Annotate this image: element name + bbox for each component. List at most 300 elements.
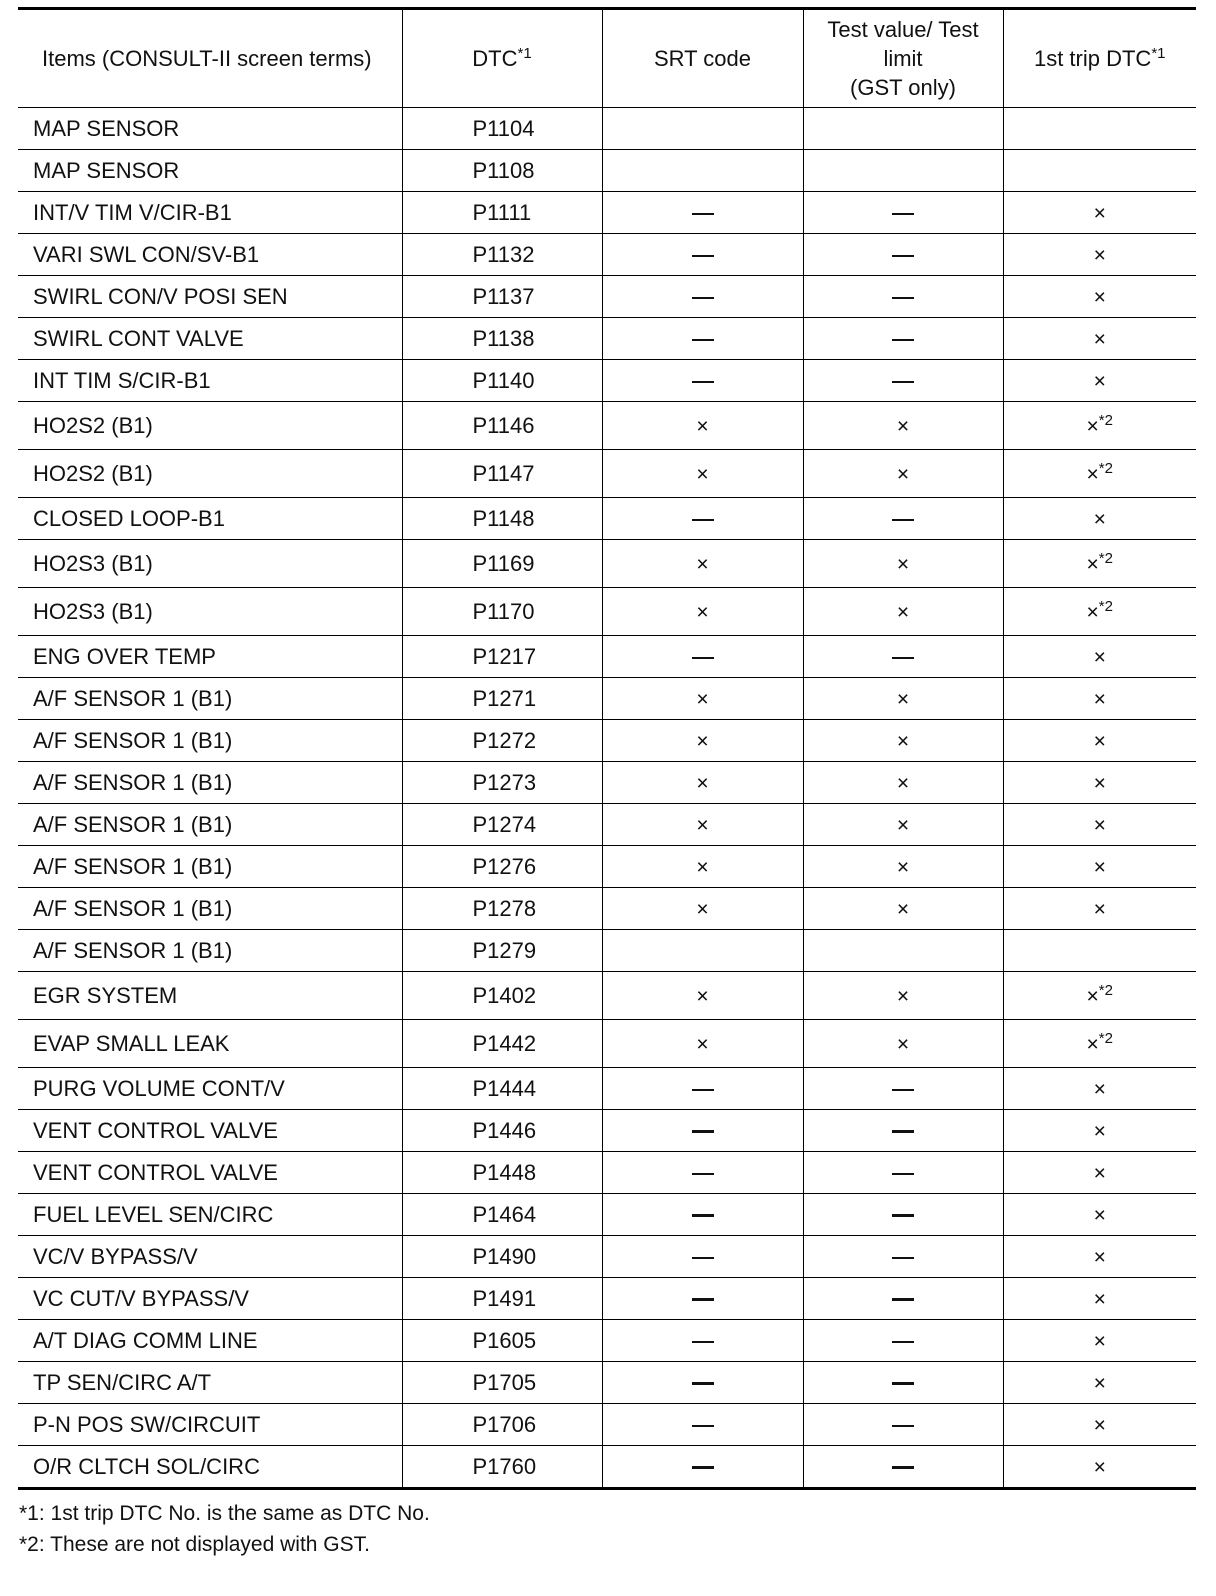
dash-mark xyxy=(692,339,714,341)
dtc-cell: P1274 xyxy=(402,804,602,846)
cross-mark: × xyxy=(1093,771,1106,795)
cross-mark: × xyxy=(1093,1203,1106,1227)
first-trip-cell xyxy=(1003,1152,1196,1194)
dtc-cell: P1706 xyxy=(402,1404,602,1446)
table-row xyxy=(18,888,1196,930)
dtc-cell: P1760 xyxy=(402,1446,602,1489)
first-trip-cell xyxy=(1003,108,1196,150)
srt-cell xyxy=(602,540,803,588)
first-trip-cell xyxy=(1003,1446,1196,1489)
header-dtc xyxy=(402,9,602,108)
srt-cell xyxy=(602,318,803,360)
item-cell: FUEL LEVEL SEN/CIRC xyxy=(18,1194,402,1236)
cross-mark: × xyxy=(1093,1371,1106,1395)
cross-mark: × xyxy=(696,813,709,837)
item-cell: P-N POS SW/CIRCUIT xyxy=(18,1404,402,1446)
table-row xyxy=(18,1110,1196,1152)
cross-mark: × xyxy=(1093,687,1106,711)
dtc-cell: P1279 xyxy=(402,930,602,972)
cross-mark: × xyxy=(696,1032,709,1056)
table-row xyxy=(18,318,1196,360)
dash-mark xyxy=(692,297,714,299)
test-value-cell xyxy=(803,888,1003,930)
test-value-cell xyxy=(803,1362,1003,1404)
first-trip-cell xyxy=(1003,234,1196,276)
dash-mark xyxy=(692,1214,714,1217)
header-items xyxy=(18,9,402,108)
dash-mark xyxy=(892,1257,914,1259)
srt-cell xyxy=(602,930,803,972)
first-trip-cell xyxy=(1003,1362,1196,1404)
item-cell: INT TIM S/CIR-B1 xyxy=(18,360,402,402)
srt-cell xyxy=(602,150,803,192)
header-dtc-label: DTC xyxy=(472,46,518,71)
dash-mark xyxy=(692,213,714,215)
dash-mark xyxy=(892,213,914,215)
srt-cell xyxy=(602,804,803,846)
table-row xyxy=(18,276,1196,318)
table-body xyxy=(18,108,1196,1489)
srt-cell xyxy=(602,402,803,450)
cross-mark: × xyxy=(896,813,910,837)
cross-mark: × xyxy=(1093,1161,1106,1185)
cross-mark: × xyxy=(896,414,910,438)
table-row xyxy=(18,930,1196,972)
srt-cell xyxy=(602,1110,803,1152)
first-trip-cell xyxy=(1003,1404,1196,1446)
cross-mark: × xyxy=(1093,1077,1106,1101)
header-items-label: Items (CONSULT-II screen terms) xyxy=(42,46,372,71)
item-cell: PURG VOLUME CONT/V xyxy=(18,1068,402,1110)
cross-mark: × xyxy=(1086,1032,1099,1056)
item-cell: SWIRL CONT VALVE xyxy=(18,318,402,360)
cross-mark: × xyxy=(696,462,709,486)
first-trip-cell xyxy=(1003,450,1196,498)
dash-mark xyxy=(892,1173,914,1175)
cross-mark: × xyxy=(896,984,910,1008)
srt-cell xyxy=(602,972,803,1020)
srt-cell xyxy=(602,1194,803,1236)
test-value-cell xyxy=(803,1404,1003,1446)
table-row xyxy=(18,1152,1196,1194)
cross-mark: × xyxy=(896,687,910,711)
dtc-cell: P1444 xyxy=(402,1068,602,1110)
cross-mark: × xyxy=(1093,1329,1106,1353)
dtc-cell: P1147 xyxy=(402,450,602,498)
item-cell: INT/V TIM V/CIR-B1 xyxy=(18,192,402,234)
first-trip-cell xyxy=(1003,192,1196,234)
dash-mark xyxy=(892,1130,914,1133)
footnote-2: *2: These are not displayed with GST. xyxy=(19,1533,370,1556)
dtc-cell: P1402 xyxy=(402,972,602,1020)
item-cell: HO2S2 (B1) xyxy=(18,450,402,498)
cross-mark: × xyxy=(896,855,910,879)
table-row xyxy=(18,636,1196,678)
table-row xyxy=(18,540,1196,588)
test-value-cell xyxy=(803,636,1003,678)
dash-mark xyxy=(692,1173,714,1175)
first-trip-cell xyxy=(1003,1320,1196,1362)
table-row xyxy=(18,1320,1196,1362)
table-row xyxy=(18,678,1196,720)
item-cell: A/F SENSOR 1 (B1) xyxy=(18,762,402,804)
item-cell: A/F SENSOR 1 (B1) xyxy=(18,888,402,930)
test-value-cell xyxy=(803,846,1003,888)
dash-mark xyxy=(892,339,914,341)
cross-mark: × xyxy=(1093,813,1106,837)
cross-mark: × xyxy=(1093,1287,1106,1311)
header-first-trip xyxy=(1003,9,1196,108)
footnote-ref-2: *2 xyxy=(1098,549,1113,567)
srt-cell xyxy=(602,192,803,234)
test-value-cell xyxy=(803,108,1003,150)
test-value-cell xyxy=(803,276,1003,318)
table-row xyxy=(18,1020,1196,1068)
cross-mark: × xyxy=(1086,552,1099,576)
test-value-cell xyxy=(803,1020,1003,1068)
item-cell: VENT CONTROL VALVE xyxy=(18,1110,402,1152)
dash-mark xyxy=(692,519,714,521)
dtc-cell: P1132 xyxy=(402,234,602,276)
test-value-cell xyxy=(803,678,1003,720)
first-trip-cell xyxy=(1003,804,1196,846)
dash-mark xyxy=(692,1466,714,1469)
item-cell: VC/V BYPASS/V xyxy=(18,1236,402,1278)
item-cell: VARI SWL CON/SV-B1 xyxy=(18,234,402,276)
table-row xyxy=(18,402,1196,450)
dash-mark xyxy=(692,1089,714,1091)
first-trip-cell xyxy=(1003,588,1196,636)
first-trip-cell xyxy=(1003,1236,1196,1278)
first-trip-cell xyxy=(1003,402,1196,450)
cross-mark: × xyxy=(696,984,709,1008)
cross-mark: × xyxy=(696,729,709,753)
table-row xyxy=(18,108,1196,150)
cross-mark: × xyxy=(696,855,709,879)
item-cell: CLOSED LOOP-B1 xyxy=(18,498,402,540)
srt-cell xyxy=(602,234,803,276)
header-first-trip-label: 1st trip DTC xyxy=(1033,46,1152,71)
dash-mark xyxy=(692,1341,714,1343)
dtc-cell: P1148 xyxy=(402,498,602,540)
cross-mark: × xyxy=(696,771,709,795)
first-trip-cell xyxy=(1003,150,1196,192)
table-row xyxy=(18,450,1196,498)
test-value-cell xyxy=(803,402,1003,450)
item-cell: EVAP SMALL LEAK xyxy=(18,1020,402,1068)
test-value-cell xyxy=(803,804,1003,846)
cross-mark: × xyxy=(1093,645,1106,669)
header-test-value xyxy=(803,9,1003,108)
table-row xyxy=(18,972,1196,1020)
cross-mark: × xyxy=(696,600,709,624)
cross-mark: × xyxy=(1093,855,1106,879)
table-row xyxy=(18,1236,1196,1278)
srt-cell xyxy=(602,1020,803,1068)
item-cell: HO2S2 (B1) xyxy=(18,402,402,450)
table-row xyxy=(18,498,1196,540)
table-row xyxy=(18,804,1196,846)
table-row xyxy=(18,1068,1196,1110)
item-cell: SWIRL CON/V POSI SEN xyxy=(18,276,402,318)
item-cell: EGR SYSTEM xyxy=(18,972,402,1020)
item-cell: A/F SENSOR 1 (B1) xyxy=(18,846,402,888)
footnote-ref-1: *1 xyxy=(1151,45,1166,62)
cross-mark: × xyxy=(1093,1245,1106,1269)
footnote-ref-2: *2 xyxy=(1098,1029,1113,1047)
dtc-cell: P1104 xyxy=(402,108,602,150)
dash-mark xyxy=(892,1298,914,1301)
item-cell: VC CUT/V BYPASS/V xyxy=(18,1278,402,1320)
test-value-cell xyxy=(803,360,1003,402)
cross-mark: × xyxy=(1093,729,1106,753)
footnotes xyxy=(19,1498,430,1560)
srt-cell xyxy=(602,636,803,678)
srt-cell xyxy=(602,498,803,540)
test-value-cell xyxy=(803,1278,1003,1320)
cross-mark: × xyxy=(696,552,709,576)
test-value-cell xyxy=(803,318,1003,360)
item-cell: A/F SENSOR 1 (B1) xyxy=(18,930,402,972)
first-trip-cell xyxy=(1003,498,1196,540)
srt-cell xyxy=(602,450,803,498)
header-srt-label: SRT code xyxy=(653,46,752,71)
dash-mark xyxy=(692,1382,714,1385)
srt-cell xyxy=(602,762,803,804)
dash-mark xyxy=(692,1298,714,1301)
table-row xyxy=(18,846,1196,888)
item-cell: HO2S3 (B1) xyxy=(18,588,402,636)
first-trip-cell xyxy=(1003,762,1196,804)
table-row xyxy=(18,1362,1196,1404)
table-row xyxy=(18,1404,1196,1446)
table-row xyxy=(18,150,1196,192)
cross-mark: × xyxy=(896,600,910,624)
table-row xyxy=(18,720,1196,762)
first-trip-cell xyxy=(1003,636,1196,678)
header-test-line2: limit xyxy=(883,46,923,71)
table-row xyxy=(18,762,1196,804)
dtc-cell: P1276 xyxy=(402,846,602,888)
srt-cell xyxy=(602,276,803,318)
cross-mark: × xyxy=(1093,327,1106,351)
table-row xyxy=(18,234,1196,276)
cross-mark: × xyxy=(1093,507,1106,531)
item-cell: A/F SENSOR 1 (B1) xyxy=(18,678,402,720)
cross-mark: × xyxy=(1093,285,1106,309)
test-value-cell xyxy=(803,1194,1003,1236)
srt-cell xyxy=(602,1320,803,1362)
cross-mark: × xyxy=(1086,462,1099,486)
dtc-cell: P1605 xyxy=(402,1320,602,1362)
cross-mark: × xyxy=(1093,243,1106,267)
srt-cell xyxy=(602,888,803,930)
dash-mark xyxy=(892,255,914,257)
cross-mark: × xyxy=(896,552,910,576)
test-value-cell xyxy=(803,192,1003,234)
dtc-cell: P1137 xyxy=(402,276,602,318)
dtc-cell: P1464 xyxy=(402,1194,602,1236)
srt-cell xyxy=(602,1446,803,1489)
cross-mark: × xyxy=(1093,1455,1106,1479)
first-trip-cell xyxy=(1003,888,1196,930)
dtc-cell: P1271 xyxy=(402,678,602,720)
dtc-cell: P1138 xyxy=(402,318,602,360)
first-trip-cell xyxy=(1003,678,1196,720)
test-value-cell xyxy=(803,762,1003,804)
first-trip-cell xyxy=(1003,930,1196,972)
item-cell: MAP SENSOR xyxy=(18,150,402,192)
dash-mark xyxy=(892,1425,914,1427)
dtc-cell: P1448 xyxy=(402,1152,602,1194)
dash-mark xyxy=(892,1214,914,1217)
first-trip-cell xyxy=(1003,1278,1196,1320)
cross-mark: × xyxy=(1093,1413,1106,1437)
cross-mark: × xyxy=(896,1032,910,1056)
item-cell: A/F SENSOR 1 (B1) xyxy=(18,720,402,762)
cross-mark: × xyxy=(896,462,910,486)
dash-mark xyxy=(692,255,714,257)
first-trip-cell xyxy=(1003,972,1196,1020)
srt-cell xyxy=(602,588,803,636)
dtc-cell: P1273 xyxy=(402,762,602,804)
first-trip-cell xyxy=(1003,846,1196,888)
srt-cell xyxy=(602,108,803,150)
dash-mark xyxy=(892,381,914,383)
dtc-cell: P1442 xyxy=(402,1020,602,1068)
srt-cell xyxy=(602,1236,803,1278)
srt-cell xyxy=(602,360,803,402)
test-value-cell xyxy=(803,930,1003,972)
item-cell: HO2S3 (B1) xyxy=(18,540,402,588)
first-trip-cell xyxy=(1003,318,1196,360)
first-trip-cell xyxy=(1003,720,1196,762)
table-row xyxy=(18,1194,1196,1236)
first-trip-cell xyxy=(1003,360,1196,402)
test-value-cell xyxy=(803,540,1003,588)
srt-cell xyxy=(602,720,803,762)
test-value-cell xyxy=(803,972,1003,1020)
dash-mark xyxy=(692,1425,714,1427)
cross-mark: × xyxy=(696,414,709,438)
item-cell: VENT CONTROL VALVE xyxy=(18,1152,402,1194)
first-trip-cell xyxy=(1003,1068,1196,1110)
dash-mark xyxy=(892,297,914,299)
dtc-cell: P1108 xyxy=(402,150,602,192)
dtc-cell: P1705 xyxy=(402,1362,602,1404)
dash-mark xyxy=(892,1466,914,1469)
table-row xyxy=(18,360,1196,402)
footnote-ref-2: *2 xyxy=(1098,597,1113,615)
cross-mark: × xyxy=(896,729,910,753)
test-value-cell xyxy=(803,234,1003,276)
dash-mark xyxy=(692,1257,714,1259)
dtc-cell: P1170 xyxy=(402,588,602,636)
cross-mark: × xyxy=(1093,369,1106,393)
srt-cell xyxy=(602,678,803,720)
dtc-table xyxy=(18,7,1196,1490)
srt-cell xyxy=(602,1278,803,1320)
table-row xyxy=(18,588,1196,636)
test-value-cell xyxy=(803,588,1003,636)
dtc-cell: P1146 xyxy=(402,402,602,450)
cross-mark: × xyxy=(896,897,910,921)
footnote-ref-1: *1 xyxy=(517,45,532,62)
dash-mark xyxy=(692,1130,714,1133)
item-cell: A/F SENSOR 1 (B1) xyxy=(18,804,402,846)
header-srt xyxy=(602,9,803,108)
cross-mark: × xyxy=(1086,600,1099,624)
table-row xyxy=(18,1446,1196,1489)
srt-cell xyxy=(602,846,803,888)
dtc-cell: P1278 xyxy=(402,888,602,930)
first-trip-cell xyxy=(1003,1110,1196,1152)
dtc-cell: P1446 xyxy=(402,1110,602,1152)
test-value-cell xyxy=(803,498,1003,540)
dtc-cell: P1491 xyxy=(402,1278,602,1320)
first-trip-cell xyxy=(1003,1194,1196,1236)
cross-mark: × xyxy=(696,897,709,921)
header-test-line3: (GST only) xyxy=(850,75,956,100)
header-test-line1: Test value/ Test xyxy=(827,17,979,42)
dtc-cell: P1111 xyxy=(402,192,602,234)
item-cell: MAP SENSOR xyxy=(18,108,402,150)
header-row xyxy=(18,9,1196,108)
first-trip-cell xyxy=(1003,276,1196,318)
dash-mark xyxy=(692,381,714,383)
first-trip-cell xyxy=(1003,1020,1196,1068)
table-row xyxy=(18,192,1196,234)
dtc-cell: P1169 xyxy=(402,540,602,588)
footnote-1: *1: 1st trip DTC No. is the same as DTC No. xyxy=(19,1502,430,1525)
test-value-cell xyxy=(803,1446,1003,1489)
cross-mark: × xyxy=(896,771,910,795)
table-row xyxy=(18,1278,1196,1320)
srt-cell xyxy=(602,1404,803,1446)
item-cell: ENG OVER TEMP xyxy=(18,636,402,678)
dash-mark xyxy=(892,1341,914,1343)
test-value-cell xyxy=(803,1236,1003,1278)
dash-mark xyxy=(892,657,914,659)
dash-mark xyxy=(692,657,714,659)
test-value-cell xyxy=(803,1152,1003,1194)
dtc-cell: P1272 xyxy=(402,720,602,762)
footnote-ref-2: *2 xyxy=(1098,459,1113,477)
srt-cell xyxy=(602,1362,803,1404)
cross-mark: × xyxy=(1086,984,1099,1008)
dash-mark xyxy=(892,1382,914,1385)
srt-cell xyxy=(602,1068,803,1110)
cross-mark: × xyxy=(1093,1119,1106,1143)
cross-mark: × xyxy=(1086,414,1099,438)
footnote-ref-2: *2 xyxy=(1098,411,1113,429)
dtc-cell: P1140 xyxy=(402,360,602,402)
test-value-cell xyxy=(803,720,1003,762)
cross-mark: × xyxy=(1093,201,1106,225)
footnote-ref-2: *2 xyxy=(1098,981,1113,999)
test-value-cell xyxy=(803,1110,1003,1152)
item-cell: A/T DIAG COMM LINE xyxy=(18,1320,402,1362)
dash-mark xyxy=(892,519,914,521)
item-cell: TP SEN/CIRC A/T xyxy=(18,1362,402,1404)
cross-mark: × xyxy=(1093,897,1106,921)
srt-cell xyxy=(602,1152,803,1194)
item-cell: O/R CLTCH SOL/CIRC xyxy=(18,1446,402,1489)
test-value-cell xyxy=(803,150,1003,192)
first-trip-cell xyxy=(1003,540,1196,588)
dtc-cell: P1490 xyxy=(402,1236,602,1278)
test-value-cell xyxy=(803,1068,1003,1110)
